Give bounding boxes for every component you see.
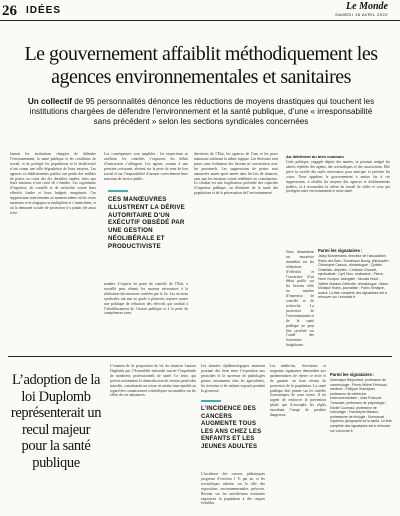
column-text: Jamais les institutions chargées de défendre l’environnement, la santé publique et les conditions de travail, et de protéger les populations et la biodiversité n’ont connu une telle dégradation de leurs moyens. Les agences et établissements publics ont perdu des milliers de postes au cours des dix dernières années, alors que leurs missions n’ont cessé de s’étendre. Les organismes d’expertise, de contrôle et de recherche voient leurs effectifs fondre et leurs budgets comprimés. Ces suppressions interviennent au moment même où les crises sanitaires et écologiques se multiplient et s’intensifient, et où la demande sociale de protection n’a jamais été aussi forte. <box>10 152 96 215</box>
article1-pullquote <box>108 190 186 251</box>
article-divider <box>8 356 392 357</box>
article2-signatories <box>330 372 392 433</box>
lede-bold: Un collectif <box>27 97 72 106</box>
signatories-title: Parmi les signataires : <box>330 372 375 377</box>
article1-column-2-top <box>104 152 188 188</box>
column-text: Cette politique, engagée depuis des années, se poursuit malgré les alertes répétées des agents, des scientifiques et des associations. Elle prive la société des outils nécessaires pour anticiper et prévenir les crises. Nous appelons le gouvernement à mettre fin à ces suppressions, à rétablir les moyens des agences et établissements publics, et à reconnaître la valeur du travail de celles et ceux qui protègent notre environnement et notre santé. <box>286 160 390 194</box>
article2-column-2-top <box>201 364 265 396</box>
article1-column-1 <box>10 152 96 352</box>
logo-text: Le Monde <box>346 1 388 12</box>
article2-headline: L’adoption de la loi Duplomb représenterait un recul majeur pour la santé publique <box>10 372 102 471</box>
article2-column-2-bottom <box>201 472 265 512</box>
column-text: Les médecins, chercheurs et soignants signataires demandent aux parlementaires de rejeter ce texte et de garantir un haut niveau de protection de la population. La santé publique doit primer sur les intérêts économiques de court terme. Il est urgent de renforcer la prévention plutôt que d’assouplir les règles encadrant l’usage de produits dangereux. <box>270 364 326 418</box>
article1-column-2-bottom <box>104 282 188 354</box>
pullquote-rule <box>201 400 221 402</box>
column-text: Les données épidémiologiques montrent pourtant des liens entre l’exposition aux pesticides et la survenue de pathologies graves, notamment chez les agriculteurs, les riverains et les enfants exposés pendant la grossesse. <box>201 364 265 393</box>
article1-column-5 <box>286 250 314 354</box>
section-label: IDÉES <box>26 5 62 16</box>
article1-signatories <box>318 248 390 300</box>
column-text: nombre d’experts en poste de contrôle de l’État, a travaillé pour obtenir les moyens nécessaires à la réalisation des missions confiées par la loi. Les sections syndicales ont mis en garde à plusieurs reprises contre une politique de réduction des effectifs qui conduit à l’affaiblissement de l’action publique et à la perte de compétences rares. <box>104 282 188 316</box>
pullquote-text: CES MANŒUVRES ILLUSTRENT LA DÉRIVE AUTORITAIRE D’UN EXÉCUTIF OBSÉDÉ PAR UNE GESTION NÉOLIBÉRALE ET PRODUCTIVISTE <box>108 196 185 250</box>
column-text: Nous demandons un moratoire immédiat sur les réductions d’effectifs et l’ouverture d’un débat public sur les besoins réels en matière d’expertise, de contrôle et de recherche. La protection de l’environnement et de la santé publique ne peut être sacrifiée sur l’autel des économies budgétaires. <box>286 250 314 348</box>
signatories-list: Dominique Belpomme, professeur de cancérologie ; Pierre-Michel Périnaud, médecin ; Philippe Grandjean, professeur de médecine environnementale ; Jean-François Toussaint, professeur de physiologie ; Xavier Coumoul, professeur de toxicologie ; Francelyne Marano, professeure de biologie ; Emmanuel Vigneron, géographe de la santé. La liste complète des signataires est à retrouver sur Lemonde.fr <box>330 378 392 433</box>
page-header <box>0 0 400 22</box>
logo-date: SAMEDI 16 AVRIL 2022 <box>335 12 388 17</box>
pullquote-text: L’INCIDENCE DES CANCERS AUGMENTE TOUS LES ANS CHEZ LES ENFANTS ET LES JEUNES ADULTES <box>201 406 262 450</box>
column-text: directions de l’État, les agences de l’eau et les parcs nationaux subissent la même logique. Les décisions sont prises sans évaluation des besoins ni concertation avec les personnels. Les suppressions de postes sont annoncées année après année dans les lois de finances, sans que les missions soient redéfinies en conséquence. Le résultat est une fragilisation profonde des capacités d’expertise publique, au détriment de la santé des populations et de la préservation de l’environnement. <box>194 152 278 196</box>
pullquote-rule <box>108 190 128 192</box>
article1-headline: Le gouvernement affaiblit méthodiquement les agences environnementales et sanitaires <box>24 43 378 88</box>
article2-column-3 <box>270 364 326 512</box>
subheading: Au détriment du bien commun <box>286 154 344 159</box>
article1-column-4 <box>286 152 390 246</box>
article2-column-1 <box>110 364 196 512</box>
article2-pullquote <box>201 400 265 451</box>
column-text: L’incidence des cancers pédiatriques progresse d’environ 1 % par an, et les scientifiques alertent sur le rôle des expositions environnementales précoces. Revenir sur les interdictions existantes exposerait la population à des risques évitables. <box>201 472 265 506</box>
column-text: L’examen de la proposition de loi du sénateur Laurent Duplomb par l’Assemblée nationale suscite l’inquiétude de nombreux professionnels de santé. Ce texte, qui prévoit notamment la réintroduction de certains pesticides interdits, constituerait un retour en arrière inacceptable au regard des connaissances scientifiques accumulées sur les effets de ces substances. <box>110 364 196 398</box>
lede-text: de 95 personnalités dénonce les réductions de moyens drastiques qui touchent les institutions chargées de défendre l’environnement et la santé publique, d’une « irresponsabilité sans précédent » selon les sections syndicales concernées <box>29 97 375 126</box>
column-text: Les conséquences sont tangibles : les inspections se raréfient, les contrôles s’espacent, les délais d’instruction s’allongent. Les agents, soumis à une pression croissante, alertent sur la perte de sens de leur travail et sur l’impossibilité d’assurer correctement leurs missions de service public. <box>104 152 188 181</box>
article1-lede <box>20 97 382 127</box>
page-number: 26 <box>2 3 17 19</box>
signatories-title: Parmi les signataires : <box>318 248 363 253</box>
signatories-list: Jacky Bonnemains, directeur de l’association Robin des Bois ; Dominique Bourg, philosophe ; Christophe Cassou, climatologue ; Cyrielle Chatelain, députée ; Christian Chauvet, syndicaliste ; Cyril Dion, réalisateur ; Pierre-Henri Gouyon, biologiste ; Nicolas Hulot ; Valérie Masson-Delmotte, climatologue ; Marie-Monique Robin, journaliste ; Pablo Servigne, auteur. La liste complète des signataires est à retrouver sur Lemonde.fr <box>318 254 390 300</box>
header-rule <box>0 20 400 21</box>
article1-column-3 <box>194 152 278 352</box>
newspaper-logo <box>335 2 388 17</box>
